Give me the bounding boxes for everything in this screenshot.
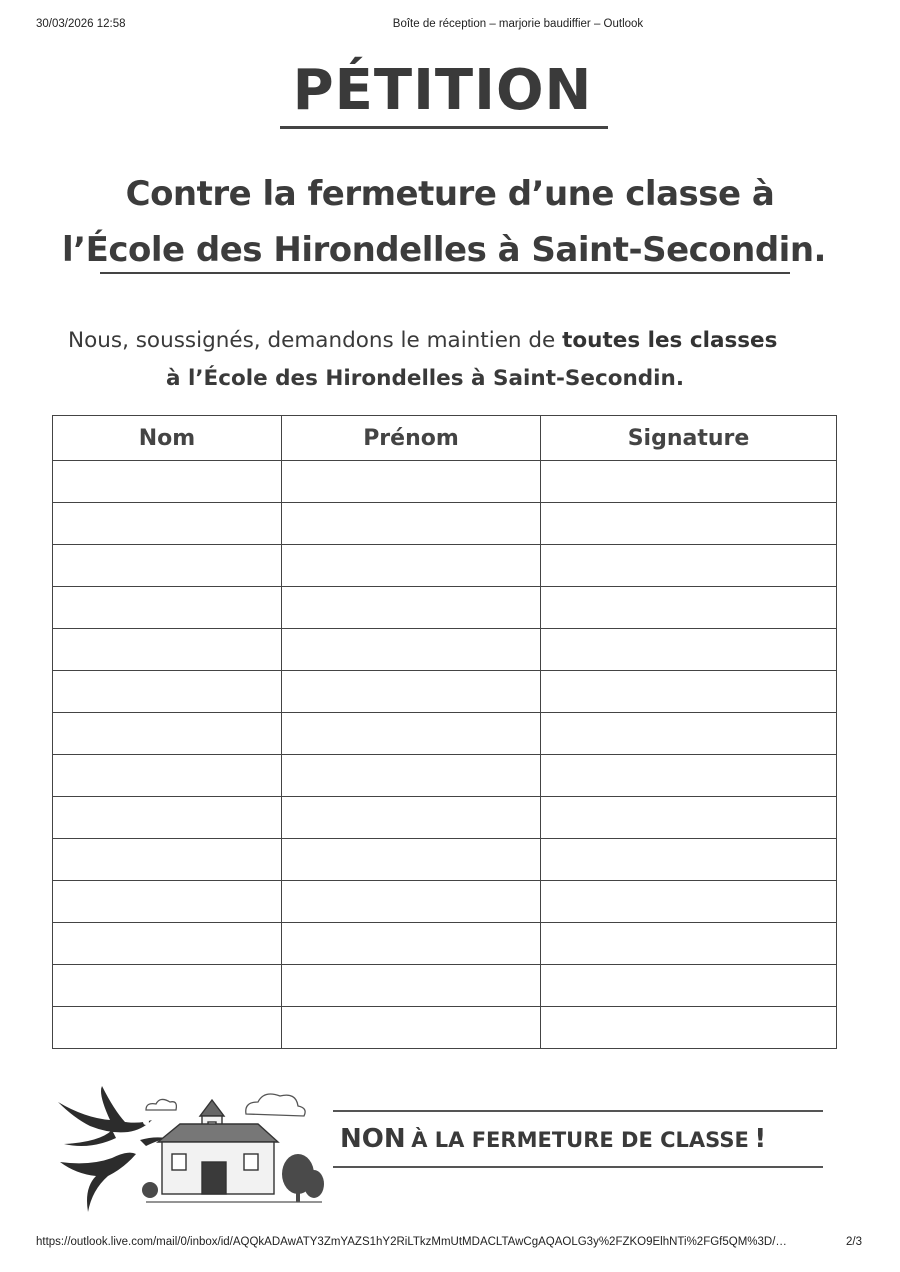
signature-cell xyxy=(541,1007,837,1049)
signature-cell xyxy=(541,965,837,1007)
prenom-cell xyxy=(282,1007,541,1049)
prenom-cell xyxy=(282,881,541,923)
prenom-cell xyxy=(282,503,541,545)
nom-cell xyxy=(53,503,282,545)
slogan-text: À LA FERMETURE DE CLASSE xyxy=(411,1128,749,1152)
signature-rows xyxy=(53,461,837,1049)
prenom-cell xyxy=(282,755,541,797)
nom-cell xyxy=(53,1007,282,1049)
table-row xyxy=(53,923,837,965)
nom-cell xyxy=(53,881,282,923)
table-row xyxy=(53,755,837,797)
slogan xyxy=(340,1124,840,1154)
signature-cell xyxy=(541,629,837,671)
table-header-row xyxy=(53,416,837,461)
slogan-exclamation: ! xyxy=(754,1124,767,1154)
prenom-cell xyxy=(282,965,541,1007)
prenom-cell xyxy=(282,923,541,965)
nom-cell xyxy=(53,923,282,965)
prenom-cell xyxy=(282,629,541,671)
prenom-cell xyxy=(282,587,541,629)
signature-cell xyxy=(541,671,837,713)
nom-cell xyxy=(53,545,282,587)
slogan-bottom-rule xyxy=(333,1166,823,1168)
signature-cell xyxy=(541,587,837,629)
signature-table xyxy=(52,415,837,1049)
school-illustration xyxy=(50,1080,330,1220)
prenom-cell xyxy=(282,839,541,881)
nom-cell xyxy=(53,587,282,629)
nom-cell xyxy=(53,965,282,1007)
table-row xyxy=(53,713,837,755)
table-row xyxy=(53,461,837,503)
subtitle-underline xyxy=(100,272,790,274)
prenom-cell xyxy=(282,671,541,713)
signature-cell xyxy=(541,797,837,839)
slogan-top-rule xyxy=(333,1110,823,1112)
nom-cell xyxy=(53,671,282,713)
column-header-signature: Signature xyxy=(541,416,837,461)
table-row xyxy=(53,797,837,839)
signature-cell xyxy=(541,545,837,587)
table-row xyxy=(53,1007,837,1049)
intro-line-1 xyxy=(68,328,828,353)
signature-cell xyxy=(541,713,837,755)
print-datetime: 30/03/2026 12:58 xyxy=(36,18,126,30)
nom-cell xyxy=(53,797,282,839)
swallow-icon xyxy=(60,1137,166,1212)
prenom-cell xyxy=(282,545,541,587)
table-row xyxy=(53,839,837,881)
table-row xyxy=(53,881,837,923)
table-row xyxy=(53,545,837,587)
column-header-prenom: Prénom xyxy=(282,416,541,461)
swallow-icon xyxy=(58,1086,152,1146)
print-page-number: 2/3 xyxy=(846,1236,862,1248)
slogan-non: NON xyxy=(340,1124,406,1154)
nom-cell xyxy=(53,713,282,755)
prenom-cell xyxy=(282,713,541,755)
nom-cell xyxy=(53,629,282,671)
signature-cell xyxy=(541,461,837,503)
prenom-cell xyxy=(282,797,541,839)
table-row xyxy=(53,671,837,713)
column-header-nom: Nom xyxy=(53,416,282,461)
print-url: https://outlook.live.com/mail/0/inbox/id/AQQkADAwATY3ZmYAZS1hY2RiLTkzMmUtMDACLTAwCgAQAOLG3y%2FZKO9ElhNTi%2FGf5QM%3D/… xyxy=(36,1236,787,1248)
title-underline xyxy=(280,126,608,129)
table-row xyxy=(53,587,837,629)
signature-cell xyxy=(541,755,837,797)
signature-cell xyxy=(541,503,837,545)
subtitle-line-2: l’École des Hirondelles à Saint-Secondin. xyxy=(62,230,826,270)
nom-cell xyxy=(53,839,282,881)
intro-line-2: à l’École des Hirondelles à Saint-Secondin. xyxy=(166,366,685,391)
page-title: PÉTITION xyxy=(292,58,593,123)
nom-cell xyxy=(53,755,282,797)
print-header xyxy=(0,18,900,34)
cloud-icon xyxy=(146,1094,305,1116)
signature-cell xyxy=(541,923,837,965)
print-window-title: Boîte de réception – marjorie baudiffier – Outlook xyxy=(392,18,644,30)
table-row xyxy=(53,965,837,1007)
prenom-cell xyxy=(282,461,541,503)
intro-text: Nous, soussignés, demandons le maintien de xyxy=(68,328,563,353)
signature-cell xyxy=(541,839,837,881)
intro-emphasis: toutes les classes xyxy=(562,328,778,353)
subtitle-line-1: Contre la fermeture d’une classe à xyxy=(125,174,775,214)
table-row xyxy=(53,503,837,545)
table-row xyxy=(53,629,837,671)
nom-cell xyxy=(53,461,282,503)
signature-cell xyxy=(541,881,837,923)
